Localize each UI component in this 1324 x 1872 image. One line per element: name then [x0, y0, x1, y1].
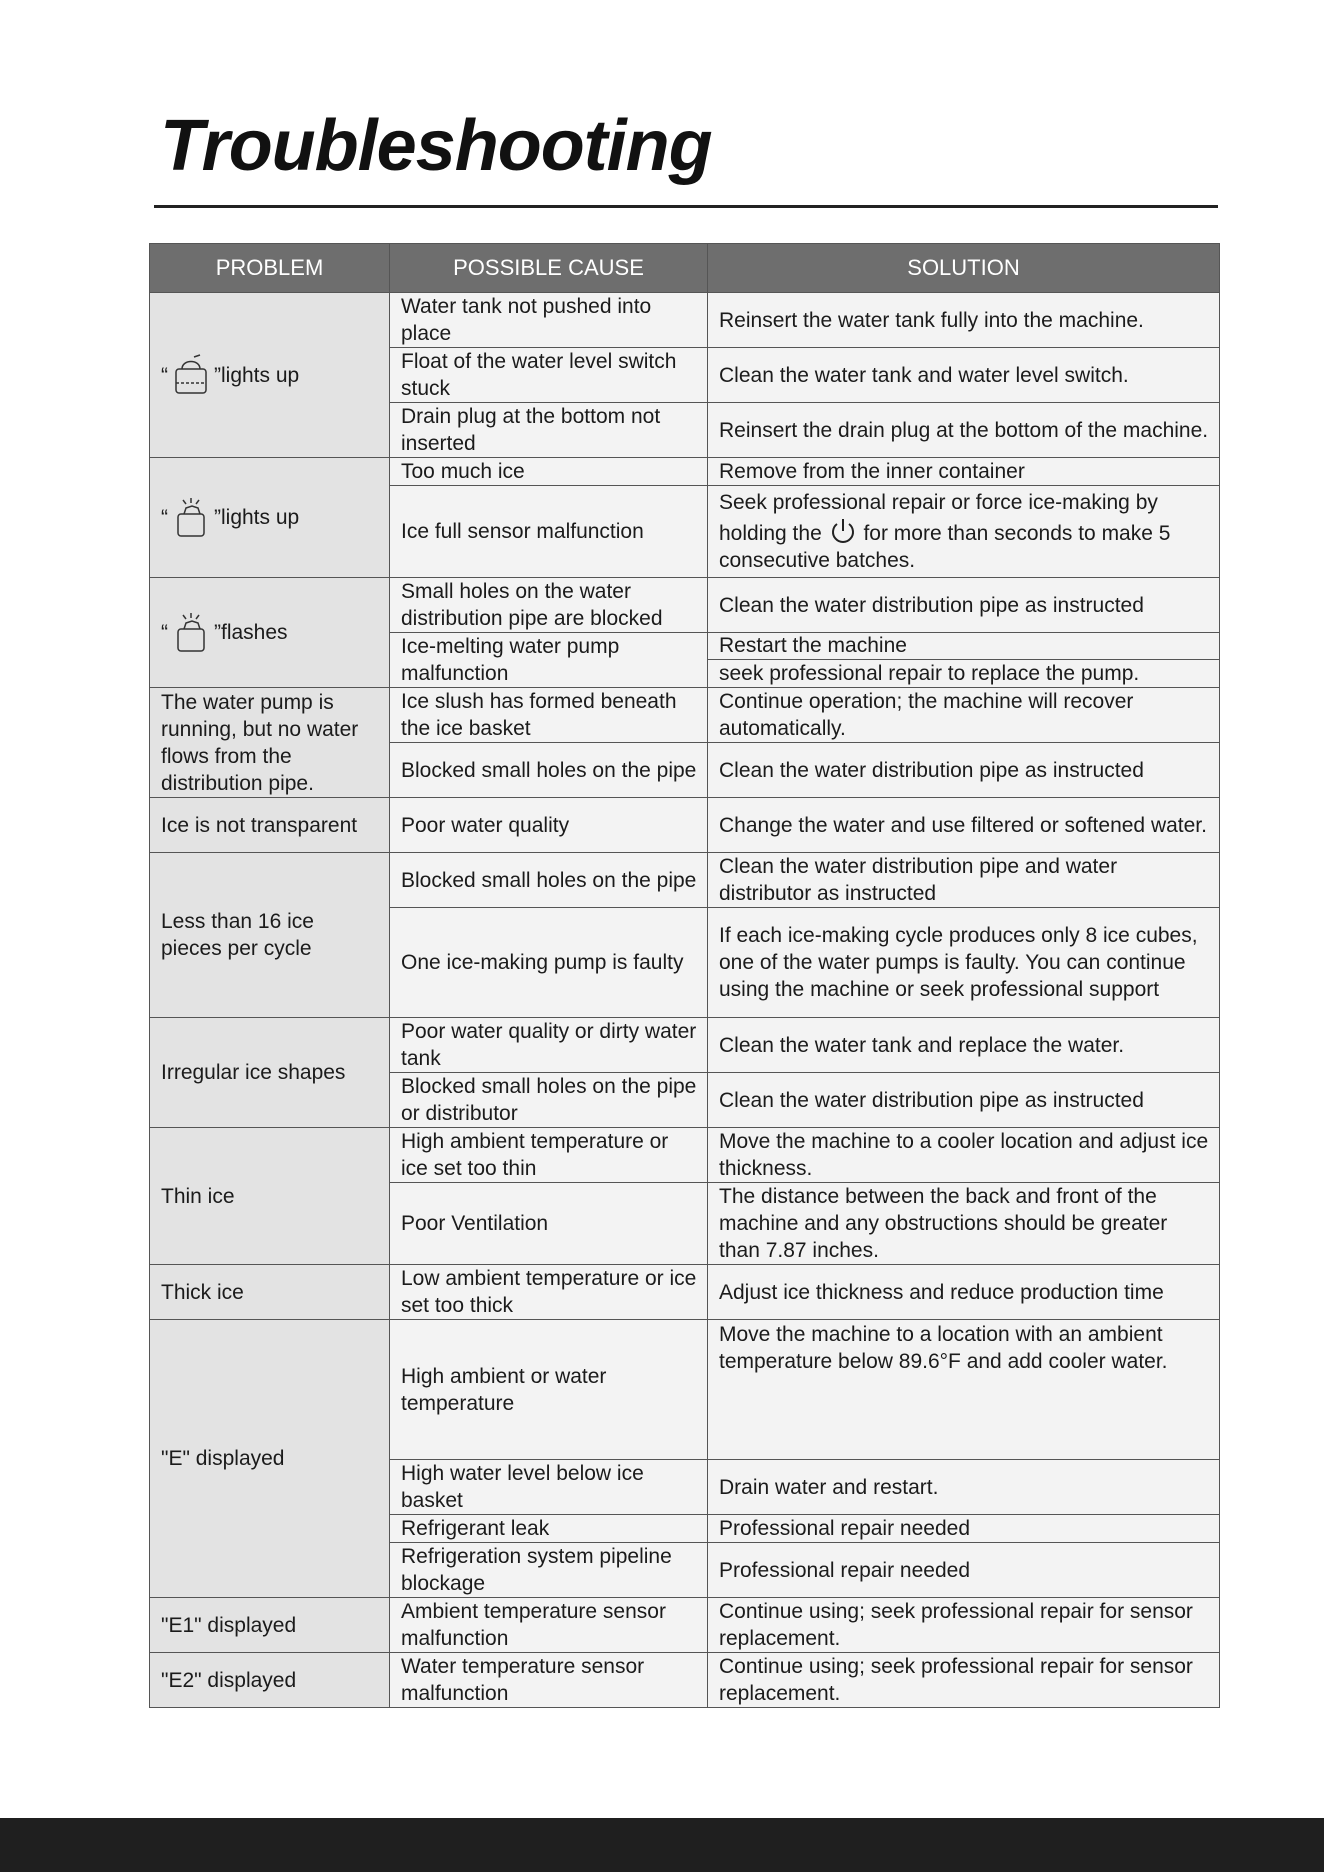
solution-cell: Clean the water distribution pipe as instructed — [708, 1073, 1220, 1128]
cause-cell: Water temperature sensor malfunction — [390, 1653, 708, 1708]
cause-cell: Refrigerant leak — [390, 1515, 708, 1543]
solution-cell: Drain water and restart. — [708, 1460, 1220, 1515]
solution-cell: If each ice-making cycle produces only 8 ice cubes, one of the water pumps is faulty. You can continue using the machine or seek professional support — [708, 908, 1220, 1018]
table-row — [150, 578, 1220, 633]
header-solution: SOLUTION — [708, 244, 1220, 293]
page-title: Troubleshooting — [160, 106, 712, 186]
table-row — [150, 458, 1220, 486]
solution-cell: Change the water and use filtered or softened water. — [708, 798, 1220, 853]
ice-full-icon — [170, 611, 212, 655]
indicator-label: “ ”lights up — [161, 353, 299, 397]
cause-cell: Blocked small holes on the pipe or distributor — [390, 1073, 708, 1128]
solution-cell: Move the machine to a location with an ambient temperature below 89.6°F and add cooler water. — [708, 1320, 1220, 1460]
table-row — [150, 1653, 1220, 1708]
problem-cell: Thin ice — [150, 1128, 390, 1265]
solution-cell: The distance between the back and front of the machine and any obstructions should be greater than 7.87 inches. — [708, 1183, 1220, 1265]
problem-cell — [150, 293, 390, 458]
cause-cell: Poor Ventilation — [390, 1183, 708, 1265]
table-row — [150, 853, 1220, 908]
footer-bar — [0, 1818, 1324, 1872]
cause-cell: High ambient or water temperature — [390, 1320, 708, 1460]
cause-cell: Too much ice — [390, 458, 708, 486]
solution-cell: Move the machine to a cooler location and adjust ice thickness. — [708, 1128, 1220, 1183]
table-row — [150, 1320, 1220, 1460]
solution-cell: Clean the water distribution pipe as instructed — [708, 578, 1220, 633]
table-row — [150, 688, 1220, 743]
water-tank-icon — [170, 353, 212, 397]
cause-cell: High water level below ice basket — [390, 1460, 708, 1515]
problem-cell: Thick ice — [150, 1265, 390, 1320]
cause-cell: Water tank not pushed into place — [390, 293, 708, 348]
problem-cell: "E" displayed — [150, 1320, 390, 1598]
problem-cell: Ice is not transparent — [150, 798, 390, 853]
table-row — [150, 1018, 1220, 1073]
problem-cell: "E2" displayed — [150, 1653, 390, 1708]
solution-cell: Seek professional repair or force ice-making by holding the for more than seconds to make 5 consecutive batches. — [708, 486, 1220, 578]
table-row — [150, 1598, 1220, 1653]
solution-cell: Continue using; seek professional repair for sensor replacement. — [708, 1653, 1220, 1708]
problem-cell: Less than 16 ice pieces per cycle — [150, 853, 390, 1018]
solution-cell: Clean the water tank and water level switch. — [708, 348, 1220, 403]
cause-cell: Poor water quality — [390, 798, 708, 853]
cause-cell: Drain plug at the bottom not inserted — [390, 403, 708, 458]
table-row — [150, 1265, 1220, 1320]
solution-cell: Reinsert the water tank fully into the machine. — [708, 293, 1220, 348]
problem-cell: Irregular ice shapes — [150, 1018, 390, 1128]
table-row — [150, 798, 1220, 853]
solution-line: seek professional repair to replace the pump. — [719, 662, 1140, 685]
cause-cell: Poor water quality or dirty water tank — [390, 1018, 708, 1073]
solution-cell: Continue using; seek professional repair for sensor replacement. — [708, 1598, 1220, 1653]
indicator-label: “ ”flashes — [161, 611, 288, 655]
header-problem: PROBLEM — [150, 244, 390, 293]
cause-cell: One ice-making pump is faulty — [390, 908, 708, 1018]
title-divider — [154, 205, 1218, 208]
solution-cell: Professional repair needed — [708, 1543, 1220, 1598]
solution-cell: Clean the water tank and replace the water. — [708, 1018, 1220, 1073]
solution-cell: Reinsert the drain plug at the bottom of the machine. — [708, 403, 1220, 458]
table-row — [150, 293, 1220, 348]
cause-cell: High ambient temperature or ice set too thin — [390, 1128, 708, 1183]
table-header-row — [150, 244, 1220, 293]
solution-cell: Clean the water distribution pipe and water distributor as instructed — [708, 853, 1220, 908]
cause-cell: Blocked small holes on the pipe — [390, 743, 708, 798]
cause-cell: Ice full sensor malfunction — [390, 486, 708, 578]
troubleshooting-table — [149, 243, 1220, 1708]
cause-cell: Ice slush has formed beneath the ice basket — [390, 688, 708, 743]
solution-cell: Clean the water distribution pipe as instructed — [708, 743, 1220, 798]
solution-cell: Continue operation; the machine will recover automatically. — [708, 688, 1220, 743]
problem-cell — [150, 578, 390, 688]
solution-cell: Professional repair needed — [708, 1515, 1220, 1543]
cause-cell: Float of the water level switch stuck — [390, 348, 708, 403]
cause-cell: Ice-melting water pump malfunction — [390, 633, 708, 688]
cause-cell: Blocked small holes on the pipe — [390, 853, 708, 908]
cause-cell: Refrigeration system pipeline blockage — [390, 1543, 708, 1598]
solution-cell — [708, 633, 1220, 688]
solution-cell: Remove from the inner container — [708, 458, 1220, 486]
problem-cell: "E1" displayed — [150, 1598, 390, 1653]
table-row — [150, 1128, 1220, 1183]
cause-cell: Small holes on the water distribution pipe are blocked — [390, 578, 708, 633]
ice-full-icon — [170, 496, 212, 540]
solution-line: Restart the machine — [708, 633, 1219, 660]
problem-cell — [150, 458, 390, 578]
indicator-label: “ ”lights up — [161, 496, 299, 540]
power-icon — [828, 516, 858, 546]
cause-cell: Low ambient temperature or ice set too thick — [390, 1265, 708, 1320]
cause-cell: Ambient temperature sensor malfunction — [390, 1598, 708, 1653]
problem-cell: The water pump is running, but no water flows from the distribution pipe. — [150, 688, 390, 798]
header-cause: POSSIBLE CAUSE — [390, 244, 708, 293]
solution-cell: Adjust ice thickness and reduce production time — [708, 1265, 1220, 1320]
